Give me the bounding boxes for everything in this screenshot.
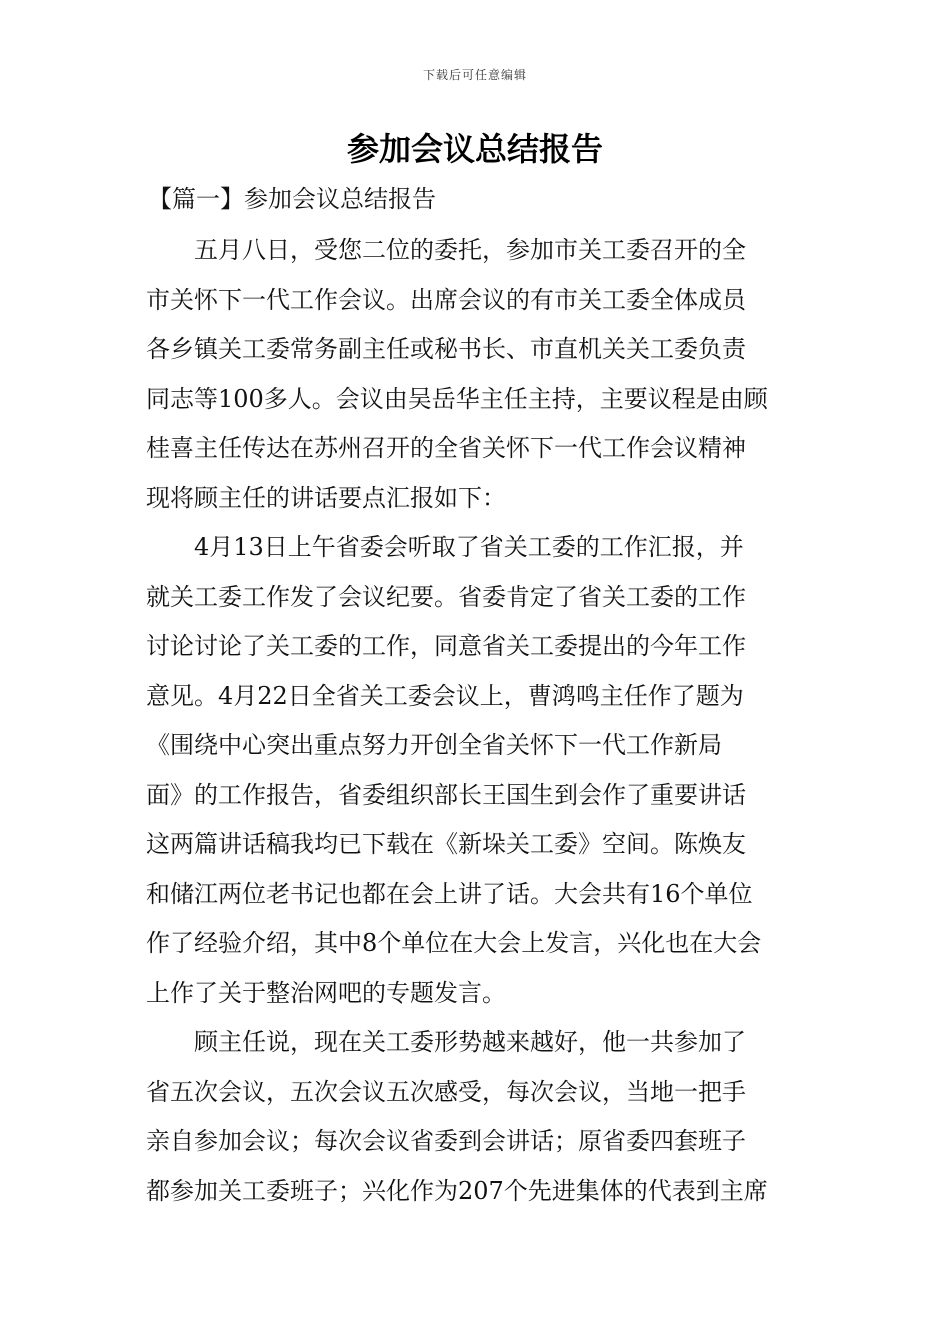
- text-line: 亲自参加会议；每次会议省委到会讲话；原省委四套班子: [146, 1127, 746, 1155]
- text-line: 面》的工作报告，省委组织部长王国生到会作了重要讲话: [146, 780, 746, 809]
- text-line: 就关工委工作发了会议纪要。省委肯定了省关工委的工作: [146, 582, 746, 611]
- text-line: 市关怀下一代工作会议。出席会议的有市关工委全体成员: [146, 285, 746, 314]
- text-line: 五月八日，受您二位的委托，参加市关工委召开的全: [194, 236, 746, 264]
- text-line: 4月13日上午省委会听取了省关工委的工作汇报，并: [194, 533, 744, 561]
- document-body: [146, 226, 810, 1216]
- text-line: 桂喜主任传达在苏州召开的全省关怀下一代工作会议精神: [146, 434, 746, 462]
- text-line: 都参加关工委班子；兴化作为207个先进集体的代表到主席: [146, 1176, 768, 1205]
- paragraph-1: [146, 226, 810, 523]
- paragraph-3: [146, 1018, 810, 1216]
- document-title: 参加会议总结报告: [346, 130, 603, 168]
- section-heading: 【篇一】参加会议总结报告: [148, 185, 436, 213]
- text-line: 顾主任说，现在关工委形势越来越好，他一共参加了: [194, 1028, 746, 1056]
- text-line: 意见。4月22日全省关工委会议上，曹鸿鸣主任作了题为: [146, 681, 744, 710]
- text-line: 同志等100多人。会议由吴岳华主任主持，主要议程是由顾: [146, 384, 768, 413]
- text-line: 讨论讨论了关工委的工作，同意省关工委提出的今年工作: [146, 632, 746, 660]
- text-line: 这两篇讲话稿我均已下载在《新垛关工委》空间。陈焕友: [146, 830, 746, 858]
- text-line: 上作了关于整治网吧的专题发言。: [146, 978, 506, 1007]
- paragraph-2: [146, 523, 810, 1018]
- text-line: 省五次会议，五次会议五次感受，每次会议，当地一把手: [146, 1077, 746, 1106]
- text-line: 现将顾主任的讲话要点汇报如下：: [146, 483, 506, 512]
- header-note: 下载后可任意编辑: [422, 68, 527, 82]
- text-line: 作了经验介绍，其中8个单位在大会上发言，兴化也在大会: [146, 929, 762, 957]
- text-line: 《围绕中心突出重点努力开创全省关怀下一代工作新局: [146, 731, 722, 759]
- text-line: 和储江两位老书记也都在会上讲了话。大会共有16个单位: [146, 879, 753, 908]
- text-line: 各乡镇关工委常务副主任或秘书长、市直机关关工委负责: [146, 335, 746, 363]
